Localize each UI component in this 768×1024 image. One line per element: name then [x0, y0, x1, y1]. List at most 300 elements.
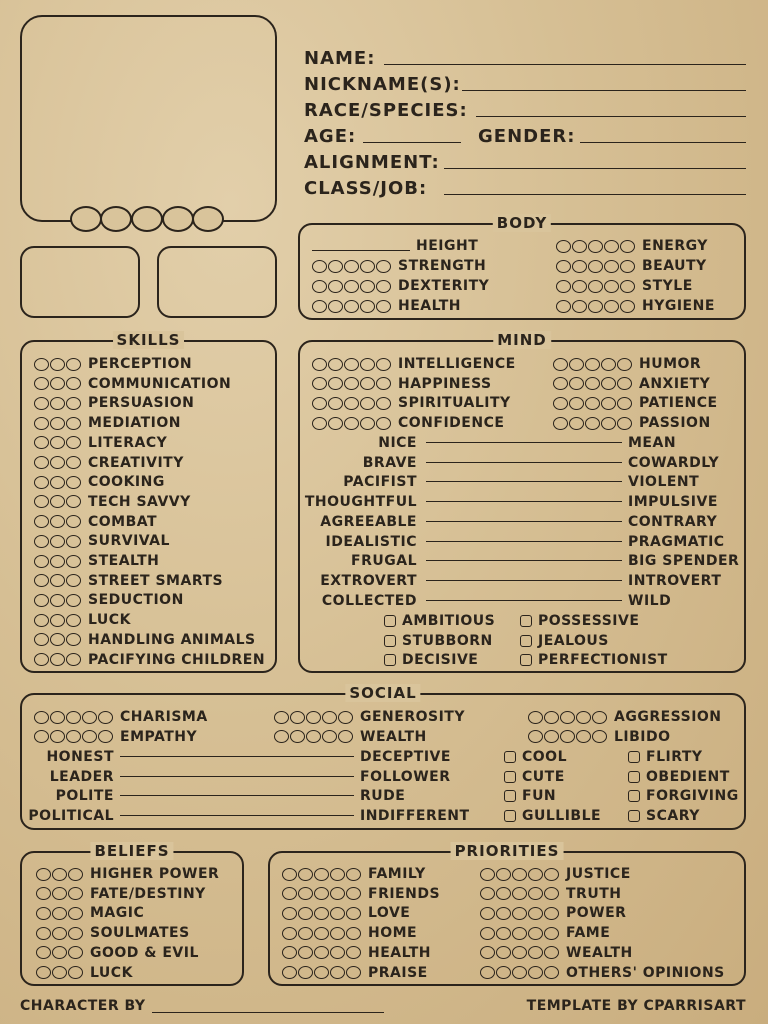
age-label: AGE: — [304, 126, 357, 147]
rating-circle[interactable] — [312, 300, 327, 313]
rating-circle[interactable] — [601, 397, 616, 410]
social-check-row — [504, 807, 601, 825]
rating-circle[interactable] — [344, 280, 359, 293]
checkbox[interactable] — [504, 771, 516, 783]
rating-circle[interactable] — [298, 868, 313, 881]
rating-circle[interactable] — [592, 730, 607, 743]
rating-circle[interactable] — [50, 456, 65, 469]
scale-line[interactable] — [120, 795, 354, 796]
priorities-title: PRIORITIES — [451, 842, 564, 860]
rating-circle[interactable] — [52, 927, 67, 940]
rating-label: TECH SAVVY — [88, 493, 191, 510]
rating-circle[interactable] — [298, 927, 313, 940]
rating-circle[interactable] — [34, 436, 49, 449]
rating-circle[interactable] — [98, 730, 113, 743]
rating-circle[interactable] — [50, 377, 65, 390]
rating-circle[interactable] — [50, 495, 65, 508]
rating-circle[interactable] — [588, 300, 603, 313]
rating-circle[interactable] — [330, 887, 345, 900]
gender-field[interactable] — [580, 142, 746, 143]
class-field[interactable] — [444, 194, 746, 195]
rating-circle[interactable] — [544, 868, 559, 881]
rating-circle[interactable] — [496, 907, 511, 920]
rating-circle[interactable] — [512, 887, 527, 900]
rating-circle[interactable] — [34, 476, 49, 489]
rating-circle[interactable] — [298, 907, 313, 920]
rating-circle[interactable] — [314, 907, 329, 920]
rating-circle[interactable] — [346, 887, 361, 900]
scale-line[interactable] — [426, 481, 622, 482]
rating-circle[interactable] — [328, 377, 343, 390]
rating-circle[interactable] — [328, 397, 343, 410]
rating-circle[interactable] — [620, 280, 635, 293]
checkbox[interactable] — [628, 810, 640, 822]
rating-circle[interactable] — [346, 927, 361, 940]
rating-circle[interactable] — [556, 240, 571, 253]
rating-circle[interactable] — [528, 711, 543, 724]
rating-circle[interactable] — [553, 417, 568, 430]
rating-circle[interactable] — [588, 240, 603, 253]
rating-label: HIGHER POWER — [90, 866, 220, 882]
rating-circle[interactable] — [50, 594, 65, 607]
rating-circle[interactable] — [496, 927, 511, 940]
rating-circle[interactable] — [528, 868, 543, 881]
rating-circle[interactable] — [544, 730, 559, 743]
rating-circle[interactable] — [569, 397, 584, 410]
rating-circle[interactable] — [585, 377, 600, 390]
rating-circle[interactable] — [274, 730, 289, 743]
rating-circle[interactable] — [282, 946, 297, 959]
body-stat-row — [556, 277, 693, 295]
rating-circle[interactable] — [82, 711, 97, 724]
scale-line[interactable] — [426, 501, 622, 502]
rating-circle[interactable] — [620, 300, 635, 313]
scale-line[interactable] — [426, 442, 622, 443]
rating-circle[interactable] — [338, 730, 353, 743]
alignment-field[interactable] — [444, 168, 746, 169]
rating-circle[interactable] — [66, 358, 81, 371]
rating-circle[interactable] — [556, 260, 571, 273]
scale-line[interactable] — [426, 521, 622, 522]
rating-circle[interactable] — [66, 555, 81, 568]
social-stat-row — [528, 728, 671, 746]
rating-circle[interactable] — [360, 358, 375, 371]
rating-circle[interactable] — [512, 907, 527, 920]
rating-circle[interactable] — [620, 260, 635, 273]
rating-circle[interactable] — [330, 927, 345, 940]
rating-circle[interactable] — [512, 946, 527, 959]
rating-circle[interactable] — [66, 574, 81, 587]
rating-circle[interactable] — [322, 711, 337, 724]
rating-label: OTHERS' OPINIONS — [566, 964, 725, 981]
rating-circle[interactable] — [68, 966, 83, 979]
checkbox[interactable] — [520, 615, 532, 627]
rating-circle[interactable] — [66, 653, 81, 666]
rating-circle[interactable] — [560, 711, 575, 724]
rating-circle[interactable] — [50, 436, 65, 449]
rating-circle[interactable] — [312, 417, 327, 430]
rating-circle[interactable] — [346, 966, 361, 979]
rating-circle[interactable] — [512, 868, 527, 881]
rating-circle[interactable] — [328, 260, 343, 273]
rating-circle[interactable] — [360, 397, 375, 410]
rating-circle[interactable] — [376, 300, 391, 313]
rating-circle[interactable] — [346, 907, 361, 920]
scale-line[interactable] — [426, 462, 622, 463]
rating-circle[interactable] — [50, 633, 65, 646]
checkbox[interactable] — [384, 635, 396, 647]
rating-circle[interactable] — [298, 966, 313, 979]
rating-circle[interactable] — [496, 946, 511, 959]
checkbox[interactable] — [504, 810, 516, 822]
rating-circle[interactable] — [314, 887, 329, 900]
rating-circle[interactable] — [544, 946, 559, 959]
checkbox[interactable] — [520, 654, 532, 666]
rating-circle[interactable] — [344, 358, 359, 371]
rating-circle[interactable] — [322, 730, 337, 743]
rating-circle[interactable] — [344, 377, 359, 390]
checkbox-label: PERFECTIONIST — [538, 652, 668, 669]
rating-circle[interactable] — [544, 927, 559, 940]
rating-circle[interactable] — [36, 907, 51, 920]
rating-circle[interactable] — [569, 358, 584, 371]
rating-circle[interactable] — [282, 907, 297, 920]
scale-line[interactable] — [120, 756, 354, 757]
rating-circle[interactable] — [34, 358, 49, 371]
rating-circle[interactable] — [312, 377, 327, 390]
rating-circle[interactable] — [480, 907, 495, 920]
rating-circle[interactable] — [556, 300, 571, 313]
rating-circle[interactable] — [330, 966, 345, 979]
character-by-label: CHARACTER BY — [20, 998, 146, 1014]
rating-circle[interactable] — [601, 358, 616, 371]
rating-circle[interactable] — [592, 711, 607, 724]
rating-circle[interactable] — [360, 300, 375, 313]
checkbox[interactable] — [520, 635, 532, 647]
rating-circle[interactable] — [34, 535, 49, 548]
checkbox[interactable] — [628, 751, 640, 763]
rating-circle[interactable] — [34, 495, 49, 508]
rating-circle[interactable] — [328, 417, 343, 430]
rating-circle[interactable] — [66, 535, 81, 548]
rating-circle[interactable] — [312, 260, 327, 273]
rating-circle[interactable] — [330, 868, 345, 881]
scale-line[interactable] — [426, 541, 622, 542]
rating-circle[interactable] — [617, 397, 632, 410]
nickname-field[interactable] — [462, 90, 746, 91]
rating-circle[interactable] — [330, 946, 345, 959]
mind-check-row — [384, 612, 495, 630]
rating-circle[interactable] — [376, 280, 391, 293]
rating-circle[interactable] — [480, 927, 495, 940]
rating-circle[interactable] — [585, 417, 600, 430]
rating-circle[interactable] — [312, 397, 327, 410]
scale-line[interactable] — [426, 580, 622, 581]
rating-circle[interactable] — [604, 260, 619, 273]
rating-circle[interactable] — [52, 887, 67, 900]
rating-circle[interactable] — [34, 515, 49, 528]
rating-circle[interactable] — [312, 358, 327, 371]
rating-circle[interactable] — [98, 711, 113, 724]
rating-circle[interactable] — [480, 946, 495, 959]
rating-circle[interactable] — [282, 966, 297, 979]
rating-circle[interactable] — [66, 515, 81, 528]
rating-circle[interactable] — [588, 280, 603, 293]
rating-circle[interactable] — [360, 417, 375, 430]
rating-circle[interactable] — [82, 730, 97, 743]
rating-circle[interactable] — [52, 907, 67, 920]
rating-circle[interactable] — [314, 966, 329, 979]
rating-circle[interactable] — [36, 927, 51, 940]
rating-circle[interactable] — [36, 966, 51, 979]
rating-circle[interactable] — [50, 535, 65, 548]
rating-circle[interactable] — [66, 730, 81, 743]
rating-circle[interactable] — [34, 711, 49, 724]
scale-right-label: INDIFFERENT — [360, 808, 470, 825]
rating-circle[interactable] — [52, 966, 67, 979]
rating-circle[interactable] — [68, 946, 83, 959]
rating-circle[interactable] — [282, 927, 297, 940]
small-frame-right[interactable] — [157, 246, 277, 318]
rating-circle[interactable] — [66, 711, 81, 724]
rating-circle[interactable] — [496, 887, 511, 900]
rating-circle[interactable] — [528, 907, 543, 920]
rating-label: HOME — [368, 925, 418, 942]
rating-circle[interactable] — [617, 417, 632, 430]
rating-circle[interactable] — [360, 377, 375, 390]
rating-circle[interactable] — [496, 966, 511, 979]
priority-row — [282, 964, 428, 982]
rating-label: HANDLING ANIMALS — [88, 631, 256, 648]
rating-circle[interactable] — [34, 594, 49, 607]
rating-circle[interactable] — [553, 358, 568, 371]
priority-row — [480, 904, 626, 922]
rating-circle[interactable] — [66, 436, 81, 449]
rating-circle[interactable] — [585, 397, 600, 410]
rating-circle[interactable] — [34, 555, 49, 568]
rating-circle[interactable] — [50, 730, 65, 743]
rating-circle[interactable] — [50, 711, 65, 724]
rating-circle[interactable] — [528, 887, 543, 900]
rating-circle[interactable] — [604, 240, 619, 253]
rating-circle[interactable] — [330, 907, 345, 920]
rating-circle[interactable] — [344, 300, 359, 313]
rating-label: COMBAT — [88, 513, 158, 530]
rating-circle[interactable] — [569, 377, 584, 390]
rating-circle[interactable] — [572, 240, 587, 253]
rating-label: ANXIETY — [639, 375, 711, 392]
rating-circle[interactable] — [50, 653, 65, 666]
rating-circle[interactable] — [604, 300, 619, 313]
rating-circle[interactable] — [344, 417, 359, 430]
rating-circle[interactable] — [572, 280, 587, 293]
rating-circle[interactable] — [50, 614, 65, 627]
rating-circle[interactable] — [585, 358, 600, 371]
rating-circle[interactable] — [572, 260, 587, 273]
rating-circle[interactable] — [34, 377, 49, 390]
rating-circle[interactable] — [576, 730, 591, 743]
social-check-row — [504, 787, 556, 805]
height-field[interactable] — [312, 250, 410, 251]
rating-circle[interactable] — [328, 300, 343, 313]
rating-circle[interactable] — [34, 456, 49, 469]
rating-circle[interactable] — [346, 868, 361, 881]
rating-circle[interactable] — [66, 476, 81, 489]
rating-circle[interactable] — [50, 358, 65, 371]
rating-circle[interactable] — [314, 927, 329, 940]
rating-label: HEALTH — [368, 944, 431, 961]
rating-circle[interactable] — [282, 868, 297, 881]
name-field[interactable] — [384, 64, 746, 65]
checkbox[interactable] — [384, 654, 396, 666]
rating-circle[interactable] — [344, 397, 359, 410]
skill-row — [34, 552, 159, 570]
rating-circle[interactable] — [34, 633, 49, 646]
rating-circle[interactable] — [298, 946, 313, 959]
mind-check-row — [384, 651, 478, 669]
rating-circle[interactable] — [328, 358, 343, 371]
rating-circle[interactable] — [274, 711, 289, 724]
rating-circle[interactable] — [528, 730, 543, 743]
checkbox[interactable] — [628, 790, 640, 802]
rating-circle[interactable] — [553, 377, 568, 390]
rating-circle[interactable] — [376, 397, 391, 410]
rating-circle[interactable] — [601, 377, 616, 390]
social-stat-row — [34, 728, 197, 746]
rating-circle[interactable] — [528, 966, 543, 979]
rating-circle[interactable] — [50, 515, 65, 528]
checkbox[interactable] — [628, 771, 640, 783]
rating-circle[interactable] — [66, 397, 81, 410]
rating-circle[interactable] — [544, 887, 559, 900]
rating-circle[interactable] — [376, 377, 391, 390]
rating-circle[interactable] — [617, 358, 632, 371]
portrait-frame[interactable] — [20, 15, 277, 222]
rating-circle[interactable] — [544, 907, 559, 920]
scale-line[interactable] — [120, 776, 354, 777]
scale-line[interactable] — [426, 600, 622, 601]
rating-circle[interactable] — [66, 377, 81, 390]
rating-circle[interactable] — [34, 653, 49, 666]
rating-circle[interactable] — [68, 868, 83, 881]
rating-circle[interactable] — [290, 711, 305, 724]
rating-circle[interactable] — [52, 868, 67, 881]
rating-circle[interactable] — [601, 417, 616, 430]
rating-circle[interactable] — [52, 946, 67, 959]
rating-circle[interactable] — [66, 456, 81, 469]
character-by-field[interactable] — [152, 1012, 384, 1013]
rating-circle[interactable] — [480, 868, 495, 881]
rating-circle[interactable] — [572, 300, 587, 313]
rating-circle[interactable] — [34, 417, 49, 430]
rating-circle[interactable] — [66, 633, 81, 646]
rating-circle[interactable] — [620, 240, 635, 253]
rating-circle[interactable] — [328, 280, 343, 293]
rating-circle[interactable] — [569, 417, 584, 430]
rating-circle[interactable] — [528, 946, 543, 959]
rating-circle[interactable] — [556, 280, 571, 293]
rating-label: FRIENDS — [368, 885, 441, 902]
rating-circle[interactable] — [553, 397, 568, 410]
rating-circle[interactable] — [298, 887, 313, 900]
rating-circle[interactable] — [588, 260, 603, 273]
mind-stat-row — [312, 414, 504, 432]
rating-circle[interactable] — [576, 711, 591, 724]
rating-circle[interactable] — [34, 730, 49, 743]
rating-circle[interactable] — [66, 417, 81, 430]
body-stat-row — [312, 277, 489, 295]
rating-circle[interactable] — [496, 868, 511, 881]
rating-circle[interactable] — [50, 476, 65, 489]
rating-circle[interactable] — [376, 358, 391, 371]
rating-circle[interactable] — [50, 397, 65, 410]
rating-circle[interactable] — [68, 907, 83, 920]
scale-line[interactable] — [426, 560, 622, 561]
rating-circle[interactable] — [314, 868, 329, 881]
priority-row — [282, 924, 417, 942]
race-field[interactable] — [476, 116, 746, 117]
rating-circle[interactable] — [50, 555, 65, 568]
rating-circle[interactable] — [544, 966, 559, 979]
mind-stat-row — [553, 394, 718, 412]
rating-circle[interactable] — [50, 574, 65, 587]
rating-circle[interactable] — [290, 730, 305, 743]
rating-circle[interactable] — [306, 730, 321, 743]
rating-circle[interactable] — [376, 417, 391, 430]
rating-circle[interactable] — [68, 887, 83, 900]
rating-circle[interactable] — [50, 417, 65, 430]
rating-circle[interactable] — [314, 946, 329, 959]
beliefs-title: BELIEFS — [90, 842, 173, 860]
rating-circle[interactable] — [68, 927, 83, 940]
rating-circle[interactable] — [528, 927, 543, 940]
rating-circle[interactable] — [282, 887, 297, 900]
rating-circle[interactable] — [512, 966, 527, 979]
body-stat-row — [312, 297, 461, 315]
rating-circle[interactable] — [312, 280, 327, 293]
rating-circle[interactable] — [66, 495, 81, 508]
rating-circle[interactable] — [66, 594, 81, 607]
rating-circle[interactable] — [346, 946, 361, 959]
rating-circle[interactable] — [338, 711, 353, 724]
rating-circle[interactable] — [360, 260, 375, 273]
scale-line[interactable] — [120, 815, 354, 816]
rating-circle[interactable] — [480, 887, 495, 900]
rating-circle[interactable] — [36, 887, 51, 900]
rating-circle[interactable] — [512, 927, 527, 940]
rating-circle[interactable] — [360, 280, 375, 293]
small-frame-left[interactable] — [20, 246, 140, 318]
rating-circle[interactable] — [306, 711, 321, 724]
checkbox[interactable] — [504, 790, 516, 802]
rating-circle[interactable] — [344, 260, 359, 273]
rating-circle[interactable] — [34, 574, 49, 587]
rating-circle[interactable] — [617, 377, 632, 390]
rating-circle[interactable] — [376, 260, 391, 273]
checkbox[interactable] — [384, 615, 396, 627]
rating-circle[interactable] — [34, 397, 49, 410]
rating-circle[interactable] — [36, 868, 51, 881]
rating-circle[interactable] — [560, 730, 575, 743]
checkbox[interactable] — [504, 751, 516, 763]
rating-circle[interactable] — [36, 946, 51, 959]
rating-circle[interactable] — [34, 614, 49, 627]
rating-circle[interactable] — [66, 614, 81, 627]
rating-circle[interactable] — [544, 711, 559, 724]
rating-circle[interactable] — [480, 966, 495, 979]
age-field[interactable] — [363, 142, 461, 143]
rating-circle[interactable] — [604, 280, 619, 293]
